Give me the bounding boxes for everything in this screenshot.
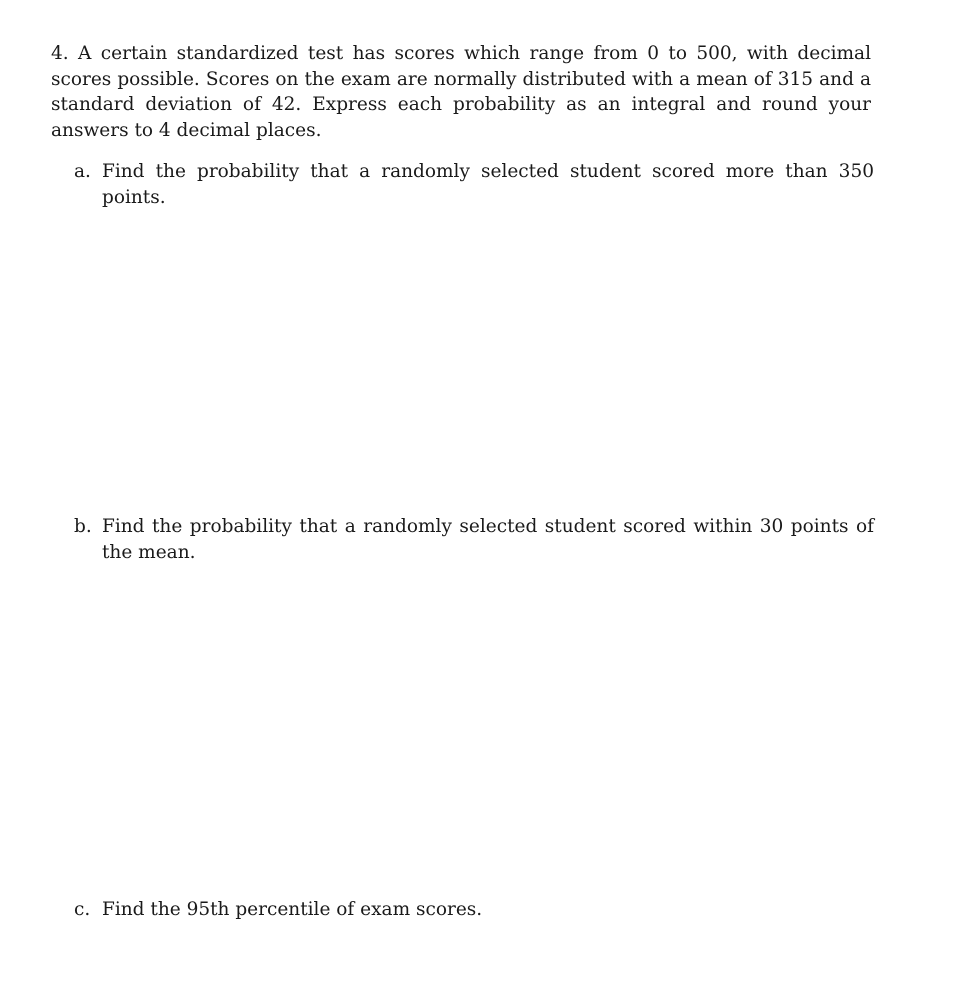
question-c [74, 897, 874, 923]
problem-statement: 4. A certain standardized test has scores which range from 0 to 500, with decimal scores possible. Scores on the exam are normally distributed with a mean of 315 and a standard deviation of 42. Express each probability as an integral and round your answers to 4 decimal places. [51, 43, 871, 141]
question-a-letter: a. [74, 161, 91, 182]
question-b-text: Find the probability that a randomly selected student scored within 30 points of the mean. [102, 516, 874, 563]
question-a [74, 159, 874, 211]
question-a-text: Find the probability that a randomly selected student scored more than 350 points. [102, 161, 874, 208]
question-c-text: Find the 95th percentile of exam scores. [102, 899, 483, 920]
question-b-letter: b. [74, 516, 92, 537]
question-c-letter: c. [74, 899, 91, 920]
question-b [74, 514, 874, 566]
